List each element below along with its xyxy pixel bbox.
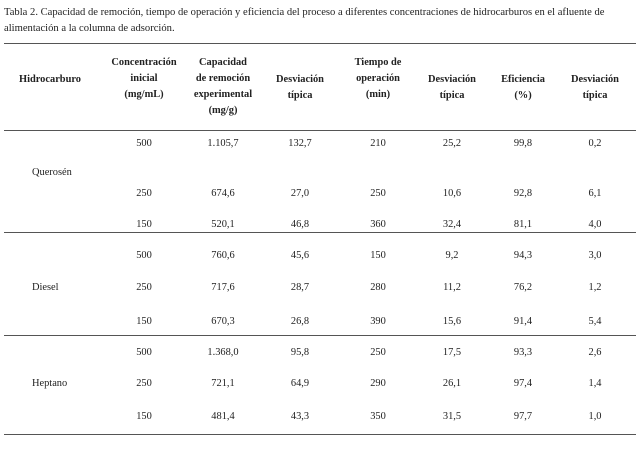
table-cell: 500 [136, 138, 152, 149]
table-cell: 81,1 [513, 219, 533, 230]
table-cell: 500 [136, 250, 152, 261]
table-cell: 2,6 [588, 347, 602, 358]
table-cell: 3,0 [588, 250, 602, 261]
table-cell: 1.368,0 [207, 347, 239, 358]
table-cell: 280 [370, 282, 386, 293]
group-label: Querosén [32, 167, 72, 178]
table-cell: 250 [136, 188, 152, 199]
table-cell: 92,8 [513, 188, 533, 199]
table-cell: 250 [370, 188, 386, 199]
table-cell: 6,1 [588, 188, 602, 199]
column-header: (mg/mL) [124, 89, 164, 100]
table-cell: 150 [136, 316, 152, 327]
table-cell: 250 [370, 347, 386, 358]
table-cell: 64,9 [290, 378, 310, 389]
column-header: de remoción [195, 73, 251, 84]
table-cell: 1,0 [588, 411, 602, 422]
table-caption: Tabla 2. Capacidad de remoción, tiempo de operación y eficiencia del proceso a diferentes concentraciones de hidrocarburos en el afluente de alimentación a la columna de adsorción. [4, 7, 605, 34]
table-cell: 1.105,7 [207, 138, 239, 149]
table-cell: 674,6 [211, 188, 235, 199]
table-cell: 26,1 [442, 378, 462, 389]
header-rule [4, 130, 636, 131]
group-divider-diesel [4, 335, 636, 336]
column-header: Capacidad [199, 57, 247, 68]
table-cell: 360 [370, 219, 386, 230]
table-cell: 520,1 [211, 219, 235, 230]
table-cell: 97,7 [513, 411, 533, 422]
table-cell: 390 [370, 316, 386, 327]
table-cell: 97,4 [513, 378, 533, 389]
table-cell: 760,6 [211, 250, 235, 261]
table-cell: 717,6 [211, 282, 235, 293]
table-cell: 28,7 [290, 282, 310, 293]
group-label: Diesel [32, 282, 59, 293]
table-cell: 250 [136, 378, 152, 389]
table-cell: 350 [370, 411, 386, 422]
table-cell: 25,2 [442, 138, 462, 149]
column-header: Desviación [428, 74, 476, 85]
column-header: Eficiencia [501, 74, 545, 85]
table-cell: 1,4 [588, 378, 602, 389]
column-header: típica [439, 90, 465, 101]
bottom-rule [4, 434, 636, 435]
column-header: típica [287, 90, 313, 101]
table-cell: 210 [370, 138, 386, 149]
table-cell: 26,8 [290, 316, 310, 327]
table-cell: 93,3 [513, 347, 533, 358]
column-header: (%) [514, 90, 532, 101]
table-cell: 17,5 [442, 347, 462, 358]
table-cell: 94,3 [513, 250, 533, 261]
column-header: Concentración [111, 57, 177, 68]
table-cell: 0,2 [588, 138, 602, 149]
column-header: experimental [193, 89, 253, 100]
table-cell: 670,3 [211, 316, 235, 327]
table-cell: 95,8 [290, 347, 310, 358]
table-cell: 32,4 [442, 219, 462, 230]
table-cell: 1,2 [588, 282, 602, 293]
table-cell: 290 [370, 378, 386, 389]
table-cell: 5,4 [588, 316, 602, 327]
table-cell: 721,1 [211, 378, 235, 389]
table-cell: 150 [136, 411, 152, 422]
table-cell: 150 [136, 219, 152, 230]
group-divider-querosen [4, 232, 636, 233]
column-header: Hidrocarburo [19, 74, 81, 85]
column-header: Desviación [276, 74, 324, 85]
table-cell: 43,3 [290, 411, 310, 422]
table-cell: 99,8 [513, 138, 533, 149]
table-cell: 500 [136, 347, 152, 358]
column-header: inicial [130, 73, 158, 84]
table-cell: 9,2 [445, 250, 459, 261]
table-cell: 11,2 [443, 282, 461, 293]
table-cell: 150 [370, 250, 386, 261]
table-cell: 10,6 [442, 188, 462, 199]
table-cell: 31,5 [442, 411, 462, 422]
table-cell: 481,4 [211, 411, 235, 422]
table-cell: 91,4 [513, 316, 533, 327]
top-rule [4, 43, 636, 44]
column-header: (min) [365, 89, 391, 100]
table-cell: 4,0 [588, 219, 602, 230]
table-cell: 27,0 [290, 188, 310, 199]
column-header: operación [356, 73, 400, 84]
table-cell: 45,6 [290, 250, 310, 261]
column-header: (mg/g) [208, 105, 238, 116]
table-cell: 250 [136, 282, 152, 293]
column-header: Tiempo de [354, 57, 402, 68]
group-label: Heptano [32, 378, 68, 389]
table-cell: 76,2 [513, 282, 533, 293]
column-header: típica [582, 90, 608, 101]
table-cell: 46,8 [290, 219, 310, 230]
column-header: Desviación [571, 74, 619, 85]
table-cell: 132,7 [288, 138, 312, 149]
table-cell: 15,6 [442, 316, 462, 327]
